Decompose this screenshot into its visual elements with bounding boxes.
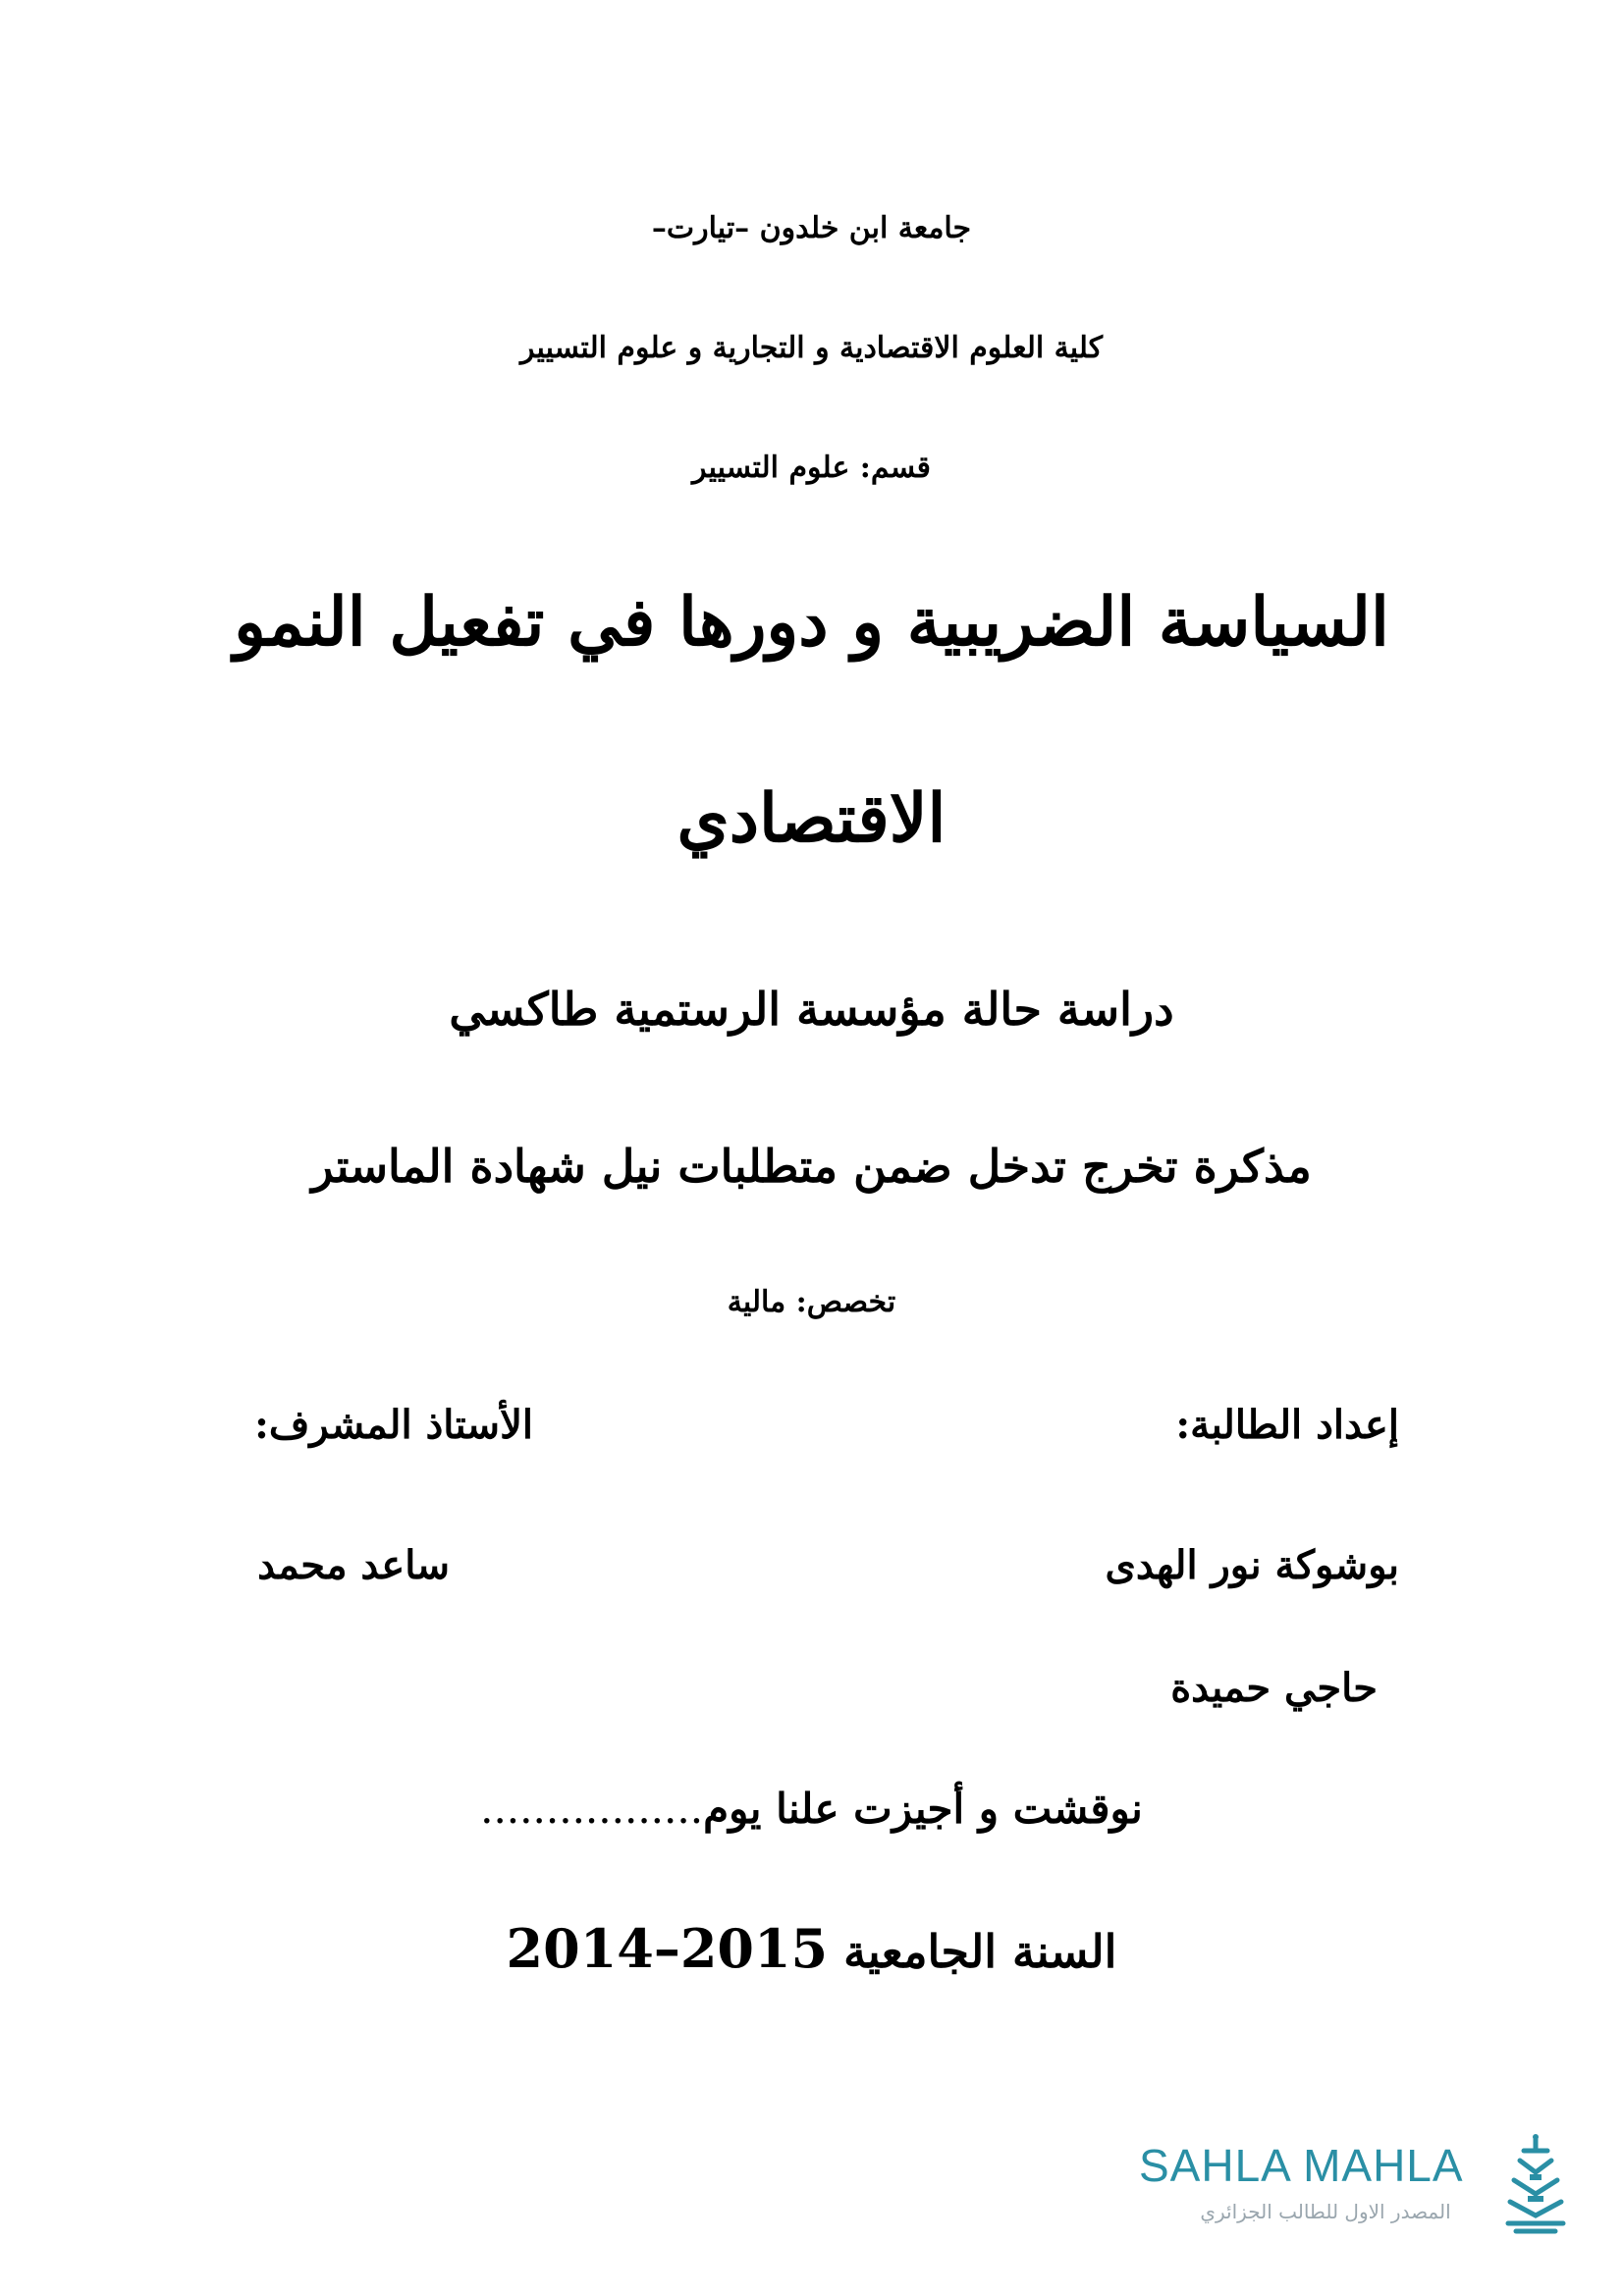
thesis-title-line-2: الاقتصادي — [676, 779, 947, 858]
case-study-subtitle: دراسة حالة مؤسسة الرستمية طاكسي — [449, 983, 1174, 1036]
logo-brand-text: SAHLA MAHLA — [1139, 2140, 1464, 2191]
academic-year-value: 2014–2015 — [506, 1917, 829, 1980]
defense-text: نوقشت و أجيزت علنا يوم — [703, 1785, 1143, 1833]
department-name: قسم: علوم التسيير — [692, 451, 931, 485]
calligraphy-tower-icon — [1500, 2133, 1571, 2241]
supervisor-name: ساعد محمد — [257, 1542, 450, 1588]
sahla-mahla-logo — [1139, 2135, 1571, 2243]
student-name-2: حاجي حميدة — [1170, 1665, 1378, 1711]
defense-date-blank: ................. — [480, 1785, 704, 1833]
faculty-name: كلية العلوم الاقتصادية و التجارية و علوم التسيير — [520, 331, 1103, 365]
student-name-1: بوشوكة نور الهدى — [1105, 1542, 1399, 1588]
academic-year-label: السنة الجامعية — [843, 1925, 1117, 1978]
supervisor-label: الأستاذ المشرف: — [254, 1402, 533, 1448]
specialty-label: تخصص: مالية — [727, 1285, 896, 1319]
thesis-statement: مذكرة تخرج تدخل ضمن متطلبات نيل شهادة الماستر — [311, 1140, 1312, 1193]
prepared-by-label: إعداد الطالبة: — [1175, 1402, 1399, 1448]
logo-tagline: المصدر الاول للطالب الجزائري — [1200, 2200, 1451, 2223]
thesis-title-line-1: السياسة الضريبية و دورها في تفعيل النمو — [234, 583, 1389, 662]
defense-date-line — [0, 1785, 1623, 1833]
university-name: جامعة ابن خلدون –تيارت– — [651, 211, 972, 245]
academic-year — [0, 1917, 1623, 1980]
